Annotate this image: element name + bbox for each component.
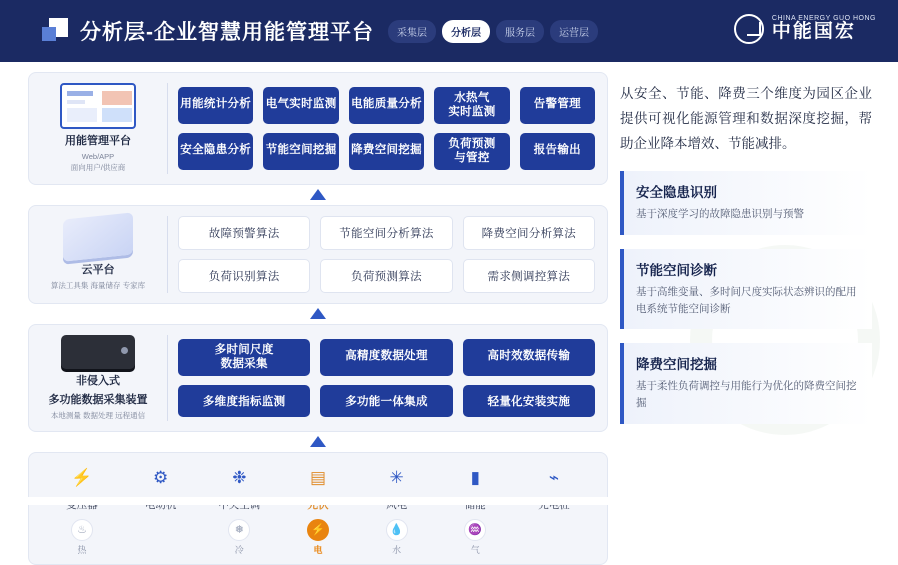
energy-label: 热	[77, 544, 87, 555]
black-box-device-icon	[61, 335, 135, 369]
tag-power-quality-analysis[interactable]: 电能质量分析	[349, 87, 424, 124]
device-tag-row-2	[178, 385, 595, 417]
card-safety-hazard	[620, 171, 872, 235]
battery-storage-icon: ▮	[470, 467, 480, 487]
device-tag-row-1	[178, 339, 595, 376]
layer-tabs[interactable]	[388, 20, 598, 43]
energy-label: 电	[313, 544, 323, 555]
layer-cloud-sub: 算法工具集 海量储存 专家库	[50, 281, 146, 291]
energy-label: 水	[392, 544, 402, 555]
tag-energy-saving-mining[interactable]: 节能空间挖掘	[263, 133, 338, 170]
energy-heat[interactable]	[43, 519, 121, 556]
divider	[167, 83, 168, 174]
tag-water-heat-gas-monitor[interactable]	[434, 87, 509, 124]
water-icon: 💧	[386, 519, 408, 541]
card-title: 安全隐患识别	[636, 184, 717, 200]
footer-spacer	[0, 497, 898, 505]
tag-fault-warning-algorithm[interactable]: 故障预警算法	[178, 216, 310, 250]
card-cost-reduction	[620, 343, 872, 424]
electric-icon: ⚡	[307, 519, 329, 541]
cloud-tag-row-1	[178, 216, 595, 250]
card-energy-saving	[620, 249, 872, 330]
tag-demand-side-control-algorithm[interactable]: 需求侧调控算法	[463, 259, 595, 293]
wind-turbine-icon: ✳	[389, 467, 404, 487]
tag-multifunction-integration[interactable]: 多功能一体集成	[320, 385, 452, 417]
dashboard-screen-icon	[60, 83, 136, 129]
flow-arrow-3	[28, 432, 608, 452]
layer-platform-label	[39, 83, 157, 174]
solar-panel-icon: ▤	[309, 467, 326, 487]
ring-g-icon	[734, 14, 764, 44]
tag-load-forecast-control[interactable]	[434, 133, 509, 170]
tag-line1: 水热气	[454, 92, 490, 104]
layer-cloud-label	[39, 216, 157, 291]
gas-icon: ♒	[464, 519, 486, 541]
cold-icon: ❅	[228, 519, 250, 541]
layer-platform	[28, 72, 608, 185]
brand-mark-icon	[42, 18, 68, 44]
tag-line2: 实时监测	[448, 106, 496, 119]
energy-label: 冷	[234, 544, 244, 555]
tab-operation-layer[interactable]: 运营层	[550, 20, 598, 43]
tag-multi-timescale-acquisition[interactable]	[178, 339, 310, 376]
layer-platform-sub1: Web/APP	[81, 152, 115, 161]
tag-alarm-management[interactable]: 告警管理	[520, 87, 595, 124]
tag-load-forecast-algorithm[interactable]: 负荷预测算法	[320, 259, 452, 293]
energy-gas[interactable]	[436, 519, 514, 556]
air-conditioner-icon: ❉	[232, 467, 247, 487]
energy-label: 气	[470, 544, 480, 555]
energy-electric[interactable]	[279, 519, 357, 556]
platform-tag-row-2	[178, 133, 595, 170]
energy-spacer-2	[515, 519, 593, 556]
tag-cost-reduction-analysis-algorithm[interactable]: 降费空间分析算法	[463, 216, 595, 250]
tab-analysis-layer[interactable]: 分析层	[442, 20, 490, 43]
tag-high-precision-processing[interactable]: 高精度数据处理	[320, 339, 452, 376]
tag-usage-statistics[interactable]: 用能统计分析	[178, 87, 253, 124]
flow-arrow-1	[28, 185, 608, 205]
cloud-platform-icon	[63, 213, 133, 262]
card-title: 节能空间诊断	[636, 262, 717, 278]
description-panel	[620, 82, 872, 424]
charging-pile-icon: ⌁	[548, 467, 560, 487]
energy-spacer-1	[122, 519, 200, 556]
card-desc: 基于深度学习的故障隐患识别与预警	[636, 207, 804, 220]
layer-platform-sub2: 面向用户/供应商	[70, 163, 126, 173]
tab-service-layer[interactable]: 服务层	[496, 20, 544, 43]
divider	[167, 335, 168, 421]
card-title: 降费空间挖掘	[636, 357, 717, 373]
layer-device-label	[39, 335, 157, 421]
platform-tag-row-1	[178, 87, 595, 124]
tag-report-output[interactable]: 报告输出	[520, 133, 595, 170]
company-logo	[734, 14, 876, 44]
motor-icon: ⚙	[153, 467, 169, 487]
tag-energy-saving-analysis-algorithm[interactable]: 节能空间分析算法	[320, 216, 452, 250]
transformer-icon: ⚡	[71, 467, 93, 487]
layer-device	[28, 324, 608, 432]
tag-lightweight-installation[interactable]: 轻量化安装实施	[463, 385, 595, 417]
layer-platform-caption: 用能管理平台	[65, 135, 131, 147]
tag-high-efficiency-transmission[interactable]: 高时效数据传输	[463, 339, 595, 376]
page-header	[0, 0, 898, 62]
tag-line1: 多时间尺度	[214, 343, 274, 356]
page-title: 分析层-企业智慧用能管理平台	[80, 21, 374, 44]
tag-load-identification-algorithm[interactable]: 负荷识别算法	[178, 259, 310, 293]
tag-line1: 负荷预测	[448, 137, 496, 150]
tag-line2: 数据采集	[220, 358, 268, 371]
layer-cloud	[28, 205, 608, 304]
card-desc: 基于柔性负荷调控与用能行为优化的降费空间挖掘	[636, 380, 857, 410]
cloud-tag-row-2	[178, 259, 595, 293]
equipment-layer	[28, 452, 608, 565]
logo-chinese: 中能国宏	[771, 21, 856, 43]
divider	[167, 216, 168, 293]
tag-multi-dimension-monitoring[interactable]: 多维度指标监测	[178, 385, 310, 417]
tag-safety-hazard-analysis[interactable]: 安全隐患分析	[178, 133, 253, 170]
energy-water[interactable]	[358, 519, 436, 556]
tab-collection-layer[interactable]: 采集层	[388, 20, 436, 43]
heat-icon: ♨	[71, 519, 93, 541]
logo-english: CHINA ENERGY GUO HONG	[771, 14, 876, 22]
flow-arrow-2	[28, 304, 608, 324]
layer-device-caption: 非侵入式	[76, 374, 120, 387]
layer-cloud-caption: 云平台	[81, 264, 115, 277]
tag-cost-reduction-mining[interactable]: 降费空间挖掘	[349, 133, 424, 170]
layer-device-caption-2: 多功能数据采集装置	[48, 393, 148, 406]
architecture-diagram	[28, 72, 608, 565]
tag-line2: 与管控	[454, 152, 490, 165]
layer-device-sub: 本地测量 数据处理 远程通信	[50, 410, 146, 420]
energy-type-row	[43, 519, 593, 556]
card-desc: 基于高维变量、多时间尺度实际状态辨识的配用电系统节能空间诊断	[636, 285, 857, 315]
energy-cold[interactable]	[200, 519, 278, 556]
tag-electrical-realtime-monitor[interactable]: 电气实时监测	[263, 87, 338, 124]
intro-paragraph: 从安全、节能、降费三个维度为园区企业提供可视化能源管理和数据深度挖掘，帮助企业降本增效、节能减排。	[620, 86, 872, 151]
